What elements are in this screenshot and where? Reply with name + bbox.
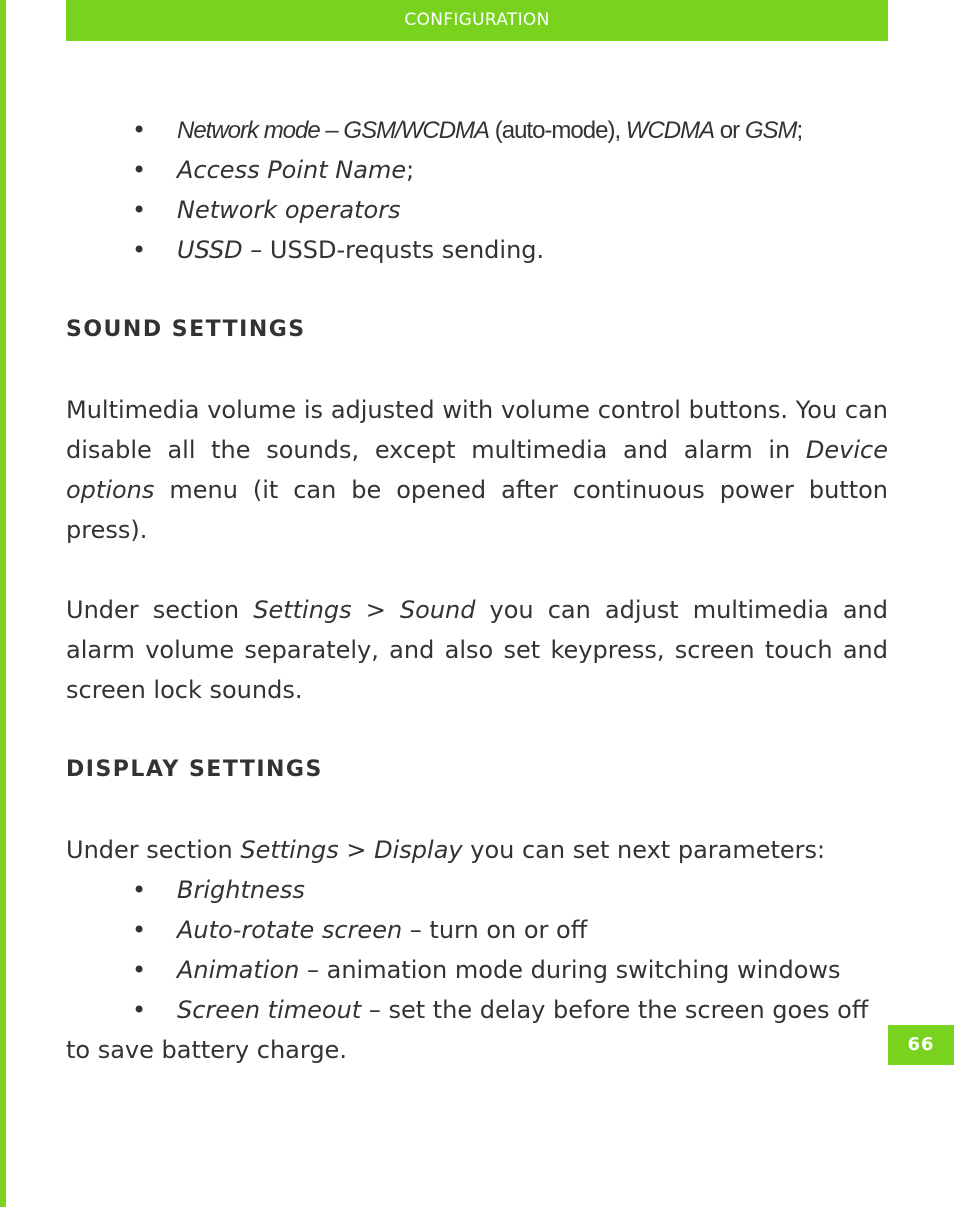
list-item-text: – animation mode during switching windows (299, 956, 841, 984)
list-item-text: – turn on or off (402, 916, 588, 944)
bullet-icon: • (132, 956, 147, 984)
list-item (66, 910, 888, 950)
sound-paragraph-1: Multimedia volume is adjusted with volume control buttons. You can disable all the sounds, except multimedia and alarm in Device options menu (it can be opened after continuous power button press). (66, 396, 888, 544)
page-number-badge: 66 (888, 1025, 954, 1065)
left-accent-bar (0, 0, 6, 1207)
display-intro: Under section Settings > Display you can set next parameters: (66, 836, 826, 864)
sound-paragraph-2: Under section Settings > Sound you can adjust multimedia and alarm volume separately, and also set keypress, screen touch and screen lock sounds. (66, 596, 888, 704)
list-item (66, 230, 888, 270)
list-item-text: Network mode – GSM/WCDMA (auto-mode), WCDMA or GSM; (177, 117, 803, 144)
list-item-text: – set the delay before the screen goes off to save battery charge. (66, 996, 869, 1064)
list-item-text: ; (406, 156, 415, 184)
list-item (66, 870, 888, 910)
list-item (66, 150, 888, 190)
list-item-term: Brightness (177, 876, 305, 904)
bullet-icon: • (132, 196, 147, 224)
section-title-display: DISPLAY SETTINGS (66, 757, 323, 782)
bullet-icon: • (132, 156, 147, 184)
section-title-sound: SOUND SETTINGS (66, 317, 306, 342)
bullet-icon: • (132, 996, 147, 1024)
bullet-icon: • (132, 116, 147, 144)
bullet-icon: • (132, 236, 147, 264)
list-item-term: Network operators (177, 196, 401, 224)
list-item-term: Access Point Name (177, 156, 407, 184)
list-item-term: Screen timeout (177, 996, 362, 1024)
chapter-header: CONFIGURATION (66, 0, 888, 41)
list-item-term: Auto-rotate screen (177, 916, 403, 944)
list-item-term: Animation (177, 956, 300, 984)
list-item-term: USSD (177, 236, 243, 264)
list-item (66, 190, 888, 230)
page-content (66, 110, 888, 1070)
list-item-text: – USSD-requsts sending. (242, 236, 545, 264)
list-item (66, 950, 888, 990)
bullet-icon: • (132, 916, 147, 944)
list-item (66, 110, 888, 150)
bullet-icon: • (132, 876, 147, 904)
list-item (66, 990, 888, 1070)
